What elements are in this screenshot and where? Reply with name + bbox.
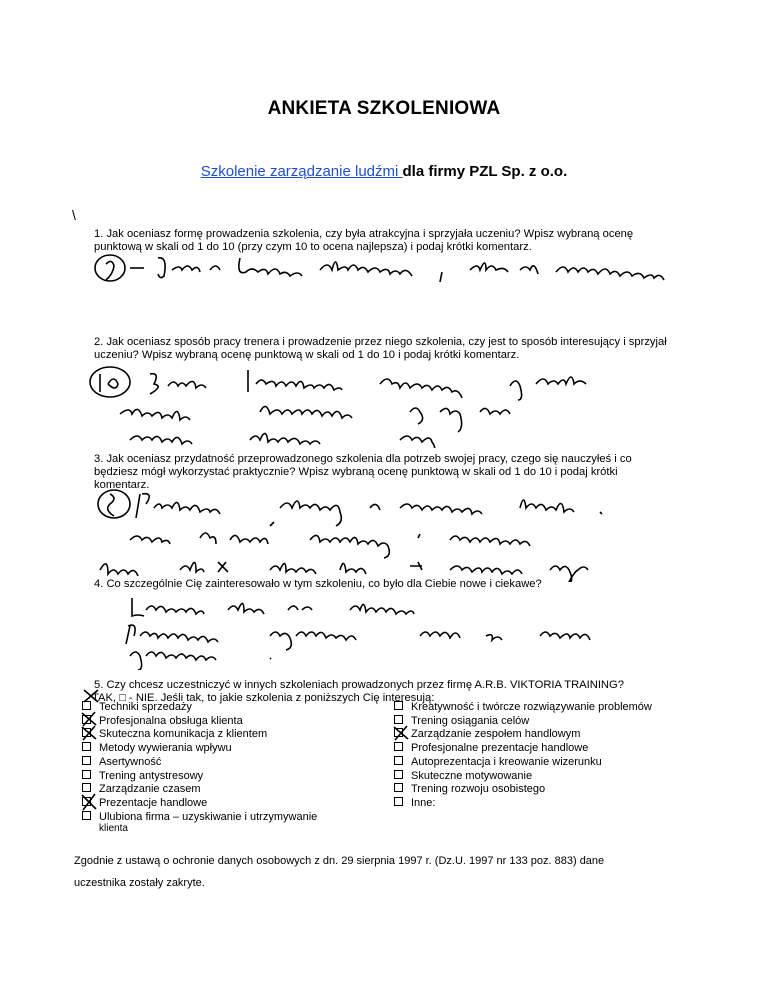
option-zarzadzanie-czasem[interactable]: Zarządzanie czasem [82,783,201,797]
document-subtitle [0,163,768,180]
checkbox[interactable] [394,756,403,765]
handwritten-answer-4 [80,592,680,670]
q5-yes-no-label: TAK, □ - NIE. Jeśli tak, to jakie szkolenia z poniższych Cię interesują: [92,692,435,704]
option-zarzadzanie-zespolem[interactable]: Zarządzanie zespołem handlowym [394,728,580,742]
option-trening-osiagania-celow[interactable]: Trening osiągania celów [394,715,529,729]
checkbox[interactable] [394,742,403,751]
check-mark-zarzadzanie-zespolem [392,725,410,741]
footer-line-1: Zgodnie z ustawą o ochronie danych osobowych z dn. 29 sierpnia 1997 r. (Dz.U. 1997 nr 133 poz. 883) dane [74,855,605,867]
company-name: dla firmy PZL Sp. z o.o. [402,163,568,180]
check-mark-komunikacja [80,725,98,741]
checkbox[interactable] [394,715,403,724]
option-trening-antystresowy[interactable]: Trening antystresowy [82,770,203,784]
document-title: ANKIETA SZKOLENIOWA [267,98,501,119]
checkbox[interactable] [82,811,91,820]
option-profesjonalne-prezentacje[interactable]: Profesjonalne prezentacje handlowe [394,742,588,756]
option-profesjonalna-obsluga[interactable]: Profesjonalna obsługa klienta [82,715,243,729]
privacy-footer [74,850,694,894]
checkbox[interactable] [82,701,91,710]
handwritten-answer-1 [80,248,680,290]
option-prezentacje-handlowe[interactable]: Prezentacje handlowe [82,797,207,811]
checkbox[interactable] [82,770,91,779]
question-4: 4. Co szczególnie Cię zainteresowało w tym szkoleniu, co było dla Ciebie nowe i ciekawe? [94,578,542,590]
training-options [0,701,768,834]
option-skuteczne-motywowanie[interactable]: Skuteczne motywowanie [394,770,532,784]
stray-backslash: \ [72,207,76,223]
question-2: 2. Jak oceniasz sposób pracy trenera i prowadzenie przez niego szkolenia, czy jest to sposób interesujący i sprzyjał uczeniu? Wpisz wybraną ocenę punktową w skali od 1 do 10 i podaj krótki komentarz. [94,336,667,361]
option-skuteczna-komunikacja[interactable]: Skuteczna komunikacja z klientem [82,728,267,742]
handwritten-answer-2 [80,362,680,448]
option-ulubiona-firma-cont: klienta [99,823,128,834]
check-mark-prezentacje [80,793,98,811]
option-ulubiona-firma[interactable]: Ulubiona firma – uzyskiwanie i utrzymywanie [82,811,317,825]
question-5: 5. Czy chcesz uczestniczyć w innych szkoleniach prowadzonych przez firmę A.R.B. VIKTORIA TRAINING? [94,679,624,691]
footer-line-2: uczestnika zostały zakryte. [74,877,205,889]
checkbox[interactable] [394,770,403,779]
question-1: 1. Jak oceniasz formę prowadzenia szkolenia, czy była atrakcyjna i sprzyjała uczeniu? Wpisz wybraną ocenę punktową w skali od 1 do 10 (przy czym 10 to ocena najlepsza) i podaj krótki komentarz. [94,228,634,253]
handwritten-answer-3 [80,486,680,582]
option-inne[interactable]: Inne: [394,797,435,811]
checkbox[interactable] [394,783,403,792]
question-3: 3. Jak oceniasz przydatność przeprowadzonego szkolenia dla potrzeb swojej pracy, czego się nauczyłeś i co będziesz mógł wykorzystać praktycznie? Wpisz wybraną ocenę punktową w skali od 1 do 10 i podaj krótki komentarz. [94,453,632,491]
option-metody-wywierania[interactable]: Metody wywierania wpływu [82,742,232,756]
option-kreatywnosc[interactable]: Kreatywność i twórcze rozwiązywanie problemów [394,701,652,715]
checkbox[interactable] [82,783,91,792]
training-link[interactable]: Szkolenie zarządzanie ludźmi [200,163,403,180]
checkbox[interactable] [394,797,403,806]
checkbox[interactable] [82,742,91,751]
option-autoprezentacja[interactable]: Autoprezentacja i kreowanie wizerunku [394,756,602,770]
option-trening-rozwoju[interactable]: Trening rozwoju osobistego [394,783,545,797]
checkbox[interactable] [82,756,91,765]
option-asertywnosc[interactable]: Asertywność [82,756,161,770]
checkbox[interactable] [394,701,403,710]
option-techniki-sprzedazy[interactable]: Techniki sprzedaży [82,701,192,715]
